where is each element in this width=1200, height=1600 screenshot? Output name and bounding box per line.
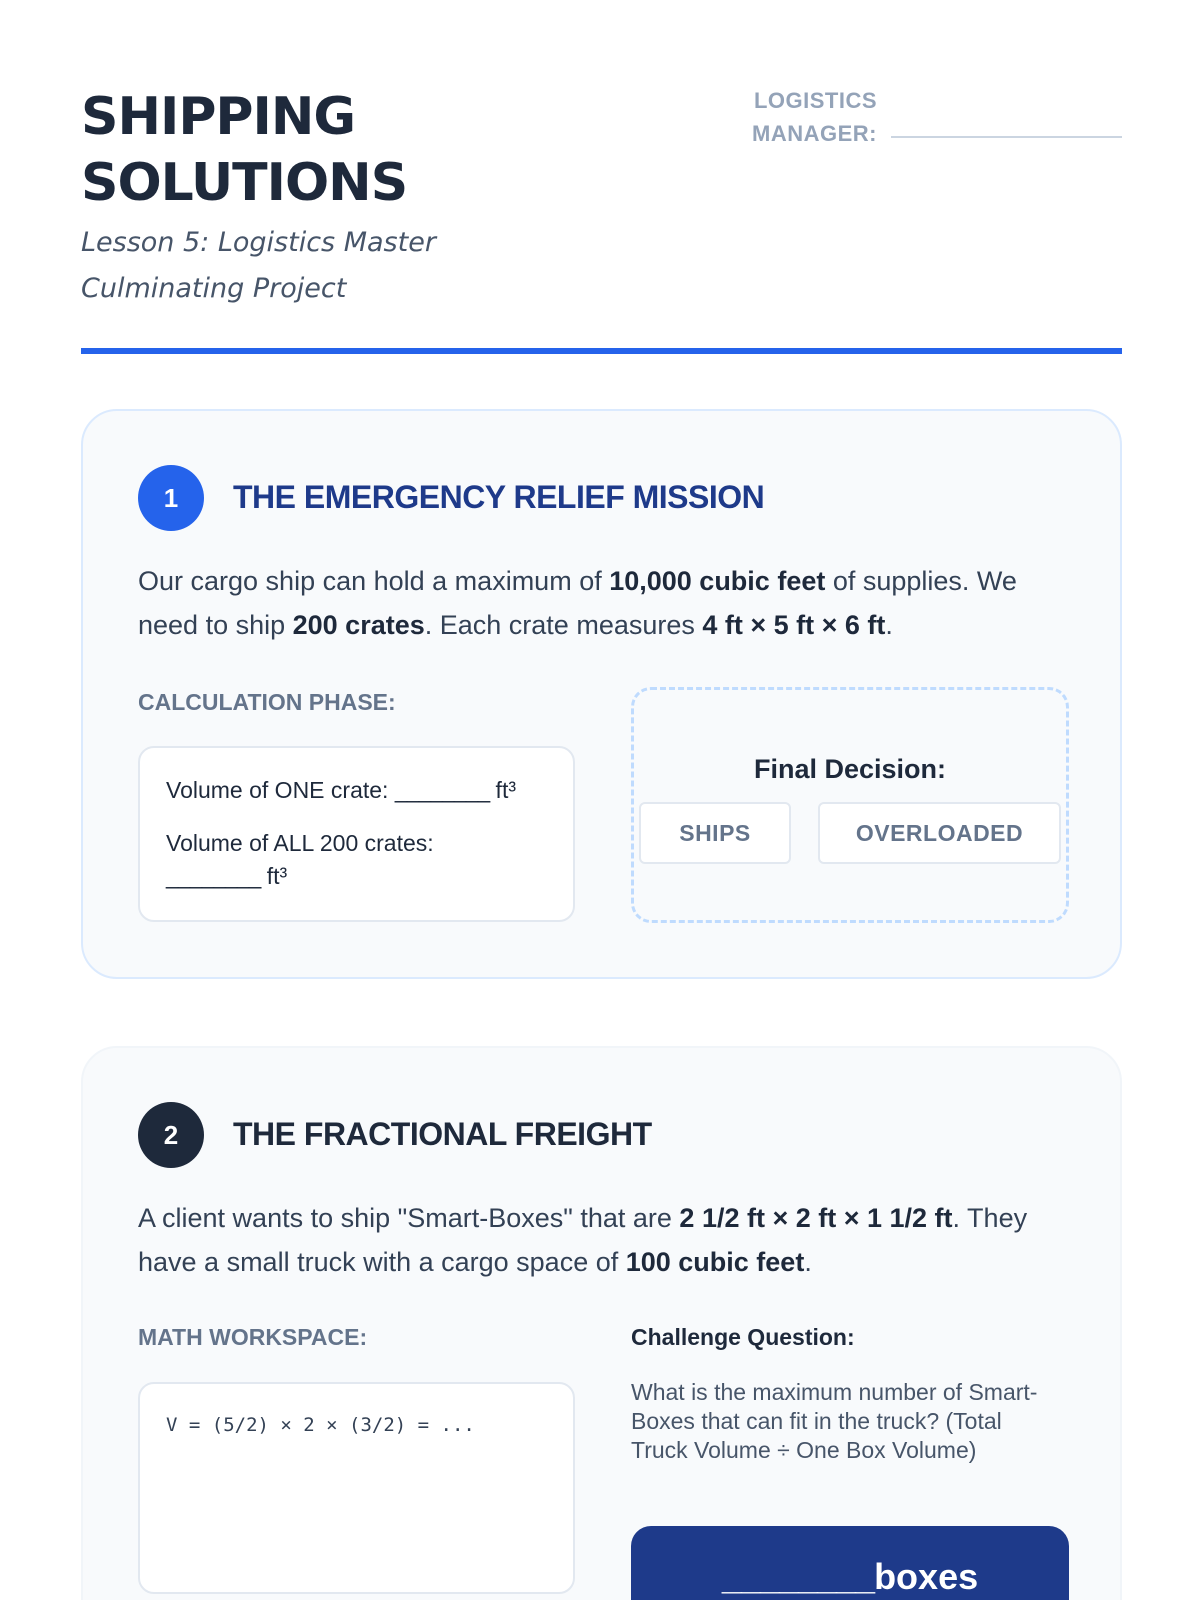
unit-label: ft³: [260, 863, 288, 889]
answer-blank[interactable]: ________: [721, 1556, 875, 1597]
challenge-question-label: Challenge Question:: [631, 1324, 855, 1350]
challenge-question-text: What is the maximum number of Smart-Boxes that can fit in the truck? (Total Truck Volume ÷ One Box Volume): [631, 1379, 1038, 1463]
unit-label: ft³: [489, 777, 517, 803]
section-title: THE FRACTIONAL FREIGHT: [233, 1116, 652, 1152]
desc-bold: 200 crates: [292, 610, 425, 640]
workspace-formula: V = (5/2) × 2 × (3/2) = ...: [166, 1414, 475, 1436]
manager-label: [711, 84, 877, 150]
title-line-1: SHIPPING: [81, 87, 356, 147]
section-number-badge: 2: [138, 1102, 204, 1168]
desc-bold: 10,000 cubic feet: [609, 566, 826, 596]
subtitle-line-2: Culminating Project: [81, 273, 347, 304]
section-card-2: [81, 1046, 1122, 1600]
final-decision-title: Final Decision:: [753, 754, 947, 784]
desc-text: of supplies. We need to ship: [138, 566, 1017, 640]
manager-label-line-1: LOGISTICS: [753, 88, 877, 113]
total-volume-line: [166, 827, 547, 893]
desc-bold: 100 cubic feet: [625, 1247, 805, 1277]
math-workspace-box[interactable]: [138, 1382, 575, 1594]
worksheet-header: [81, 84, 1122, 354]
total-volume-label: Volume of ALL 200 crates:: [166, 830, 434, 856]
crate-volume-line: [166, 774, 547, 807]
desc-text: . Each crate measures: [424, 610, 703, 640]
section-card-1: [81, 409, 1122, 979]
page-subtitle: [81, 220, 1122, 312]
answer-box: [631, 1526, 1069, 1600]
section-number-badge: 1: [138, 465, 204, 531]
desc-text: Our cargo ship can hold a maximum of: [138, 566, 610, 596]
manager-signature-line[interactable]: [891, 136, 1122, 138]
desc-bold: 4 ft × 5 ft × 6 ft: [702, 610, 886, 640]
final-decision-box: [631, 687, 1069, 923]
math-workspace-label: MATH WORKSPACE:: [138, 1324, 368, 1350]
desc-text: A client wants to ship "Smart-Boxes" that are: [138, 1203, 680, 1233]
desc-text: .: [885, 610, 893, 640]
section-description: [138, 1196, 1078, 1284]
overloaded-option-button[interactable]: OVERLOADED: [818, 802, 1061, 864]
calculation-phase-label: CALCULATION PHASE:: [138, 689, 396, 715]
desc-text: . They have a small truck with a cargo space of: [138, 1203, 1028, 1277]
section-title: THE EMERGENCY RELIEF MISSION: [233, 479, 765, 515]
desc-bold: 2 1/2 ft × 2 ft × 1 1/2 ft: [679, 1203, 953, 1233]
section-description: [138, 559, 1078, 647]
header-divider: [81, 348, 1122, 354]
manager-label-line-2: MANAGER:: [752, 121, 877, 146]
manager-name-field: [711, 84, 1122, 150]
total-volume-blank[interactable]: ________: [166, 863, 261, 889]
crate-volume-label: Volume of ONE crate:: [166, 777, 395, 803]
subtitle-line-1: Lesson 5: Logistics Master: [81, 227, 436, 258]
calculation-box: [138, 746, 575, 922]
crate-volume-blank[interactable]: ________: [394, 777, 490, 803]
desc-text: .: [804, 1247, 812, 1277]
answer-unit: boxes: [874, 1556, 979, 1597]
ships-option-button[interactable]: SHIPS: [639, 802, 791, 864]
title-line-2: SOLUTIONS: [81, 153, 408, 213]
